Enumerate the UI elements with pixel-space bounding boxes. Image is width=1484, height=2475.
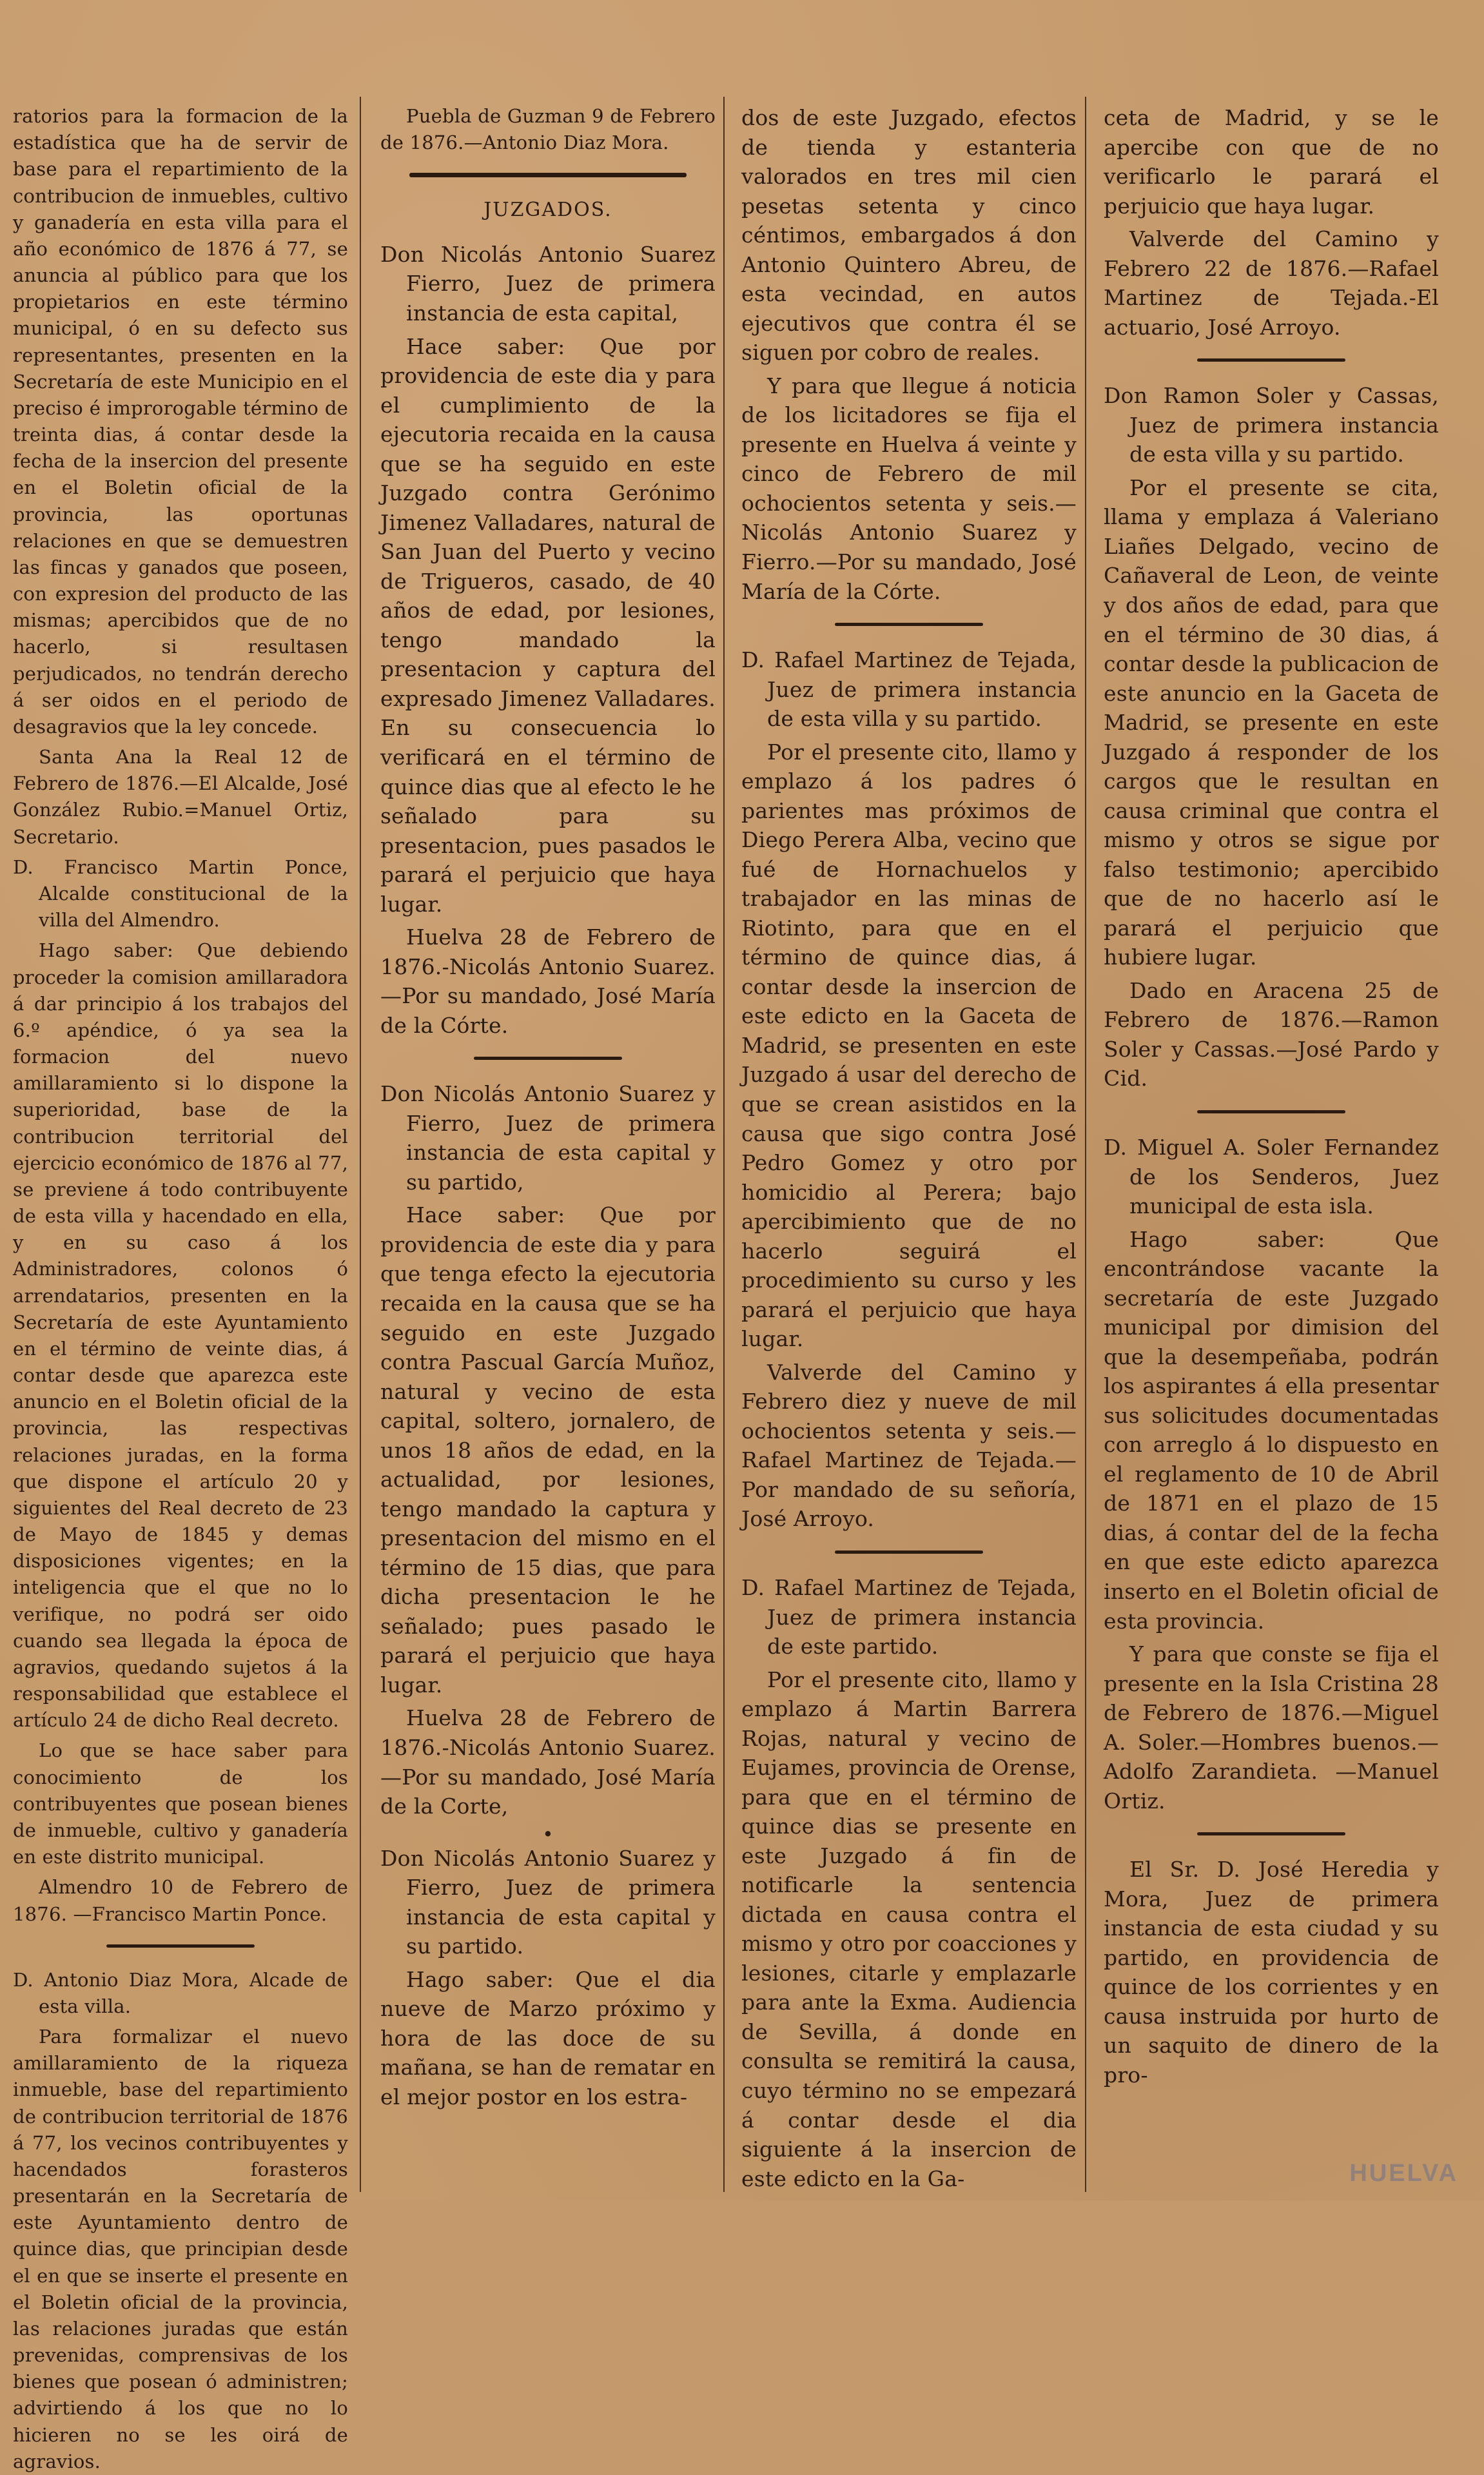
column-rule — [1085, 97, 1086, 2192]
notice-text: Y para que llegue á noticia de los licitadores se fija el presente en Huelva á veinte y cinco de Febrero de mil ochocientos setenta y seis.—Nicolás Antonio Suarez y Fierro.—Por su mandado, José María de la Córte. — [741, 373, 1077, 604]
notice-header: D. Rafael Martinez de Tejada, Juez de primera instancia de este partido. — [741, 1574, 1077, 1659]
notice-text: Lo que se hace saber para conocimiento de los contribuyentes que posean bienes de inmueble, cultivo y ganadería en este distrito municipal. — [13, 1739, 348, 1868]
notice-text: Hago saber: Que el dia nueve de Marzo próximo y hora de las doce de su mañana, se han de rematar en el mejor postor en los estra- — [380, 1966, 716, 2109]
column-rule — [360, 97, 361, 2192]
notice-header: D. Francisco Martin Ponce, Alcalde constitucional de la villa del Almendro. — [13, 856, 348, 932]
section-separator — [409, 173, 687, 177]
column-2 — [380, 103, 716, 2166]
notice-text: ceta de Madrid, y se le apercibe con que de no verificarlo le parará el perjuicio que haya lugar. — [1104, 105, 1439, 219]
notice-text: Hago saber: Que encontrándose vacante la secretaría de este Juzgado municipal por dimision del que la desempeñaba, podrán los aspirantes á ella presentar sus solicitudes documentadas con arreglo á lo dispuesto en el reglamento de 10 de Abril de 1871 en el plazo de 15 dias, á contar del de la fecha en que este edicto aparezca inserto en el Boletin oficial de esta provincia. — [1104, 1226, 1439, 1634]
notice-header: D. Miguel A. Soler Fernandez de los Senderos, Juez municipal de esta isla. — [1104, 1135, 1439, 1219]
notice-signature: Puebla de Guzman 9 de Febrero de 1876.—Antonio Diaz Mora. — [380, 105, 716, 154]
notice-header: Don Nicolás Antonio Suarez Fierro, Juez de primera instancia de esta capital, — [380, 241, 716, 326]
notice-signature: Dado en Aracena 25 de Febrero de 1876.—Ramon Soler y Cassas.—José Pardo y Cid. — [1104, 977, 1439, 1091]
column-4 — [1104, 103, 1439, 2166]
separator — [474, 1057, 622, 1060]
separator — [835, 1551, 983, 1554]
notice-signature: Y para que conste se fija el presente en la Isla Cristina 28 de Febrero de 1876.—Miguel A. Soler.—Hombres buenos.—Adolfo Zarandieta. —Manuel Ortiz. — [1104, 1641, 1439, 1814]
notice-header: Don Ramon Soler y Cassas, Juez de primera instancia de esta villa y su partido. — [1104, 383, 1439, 467]
ornament-dot: • — [542, 1823, 554, 1845]
notice-signature: Santa Ana la Real 12 de Febrero de 1876.—El Alcalde, José González Rubio.=Manuel Ortiz, Secretario. — [13, 746, 348, 848]
notice-header: Don Nicolás Antonio Suarez y Fierro, Juez de primera instancia de esta capital y su partido. — [380, 1845, 716, 1959]
column-3 — [741, 103, 1077, 2191]
notice-header: Don Nicolás Antonio Suarez y Fierro, Juez de primera instancia de esta capital y su partido, — [380, 1081, 716, 1195]
notice-signature: Huelva 28 de Febrero de 1876.-Nicolás Antonio Suarez.—Por su mandado, José María de la Córte. — [380, 924, 716, 1038]
notice-header: D. Rafael Martinez de Tejada, Juez de primera instancia de esta villa y su partido. — [741, 647, 1077, 732]
notice-text: Hago saber: Que debiendo proceder la comision amillaradora á dar principio á los trabajos del 6.º apéndice, ó ya sea la formacion del nuevo amillaramiento si lo dispone la superioridad, base de la contribucion territorial del ejercicio económico de 1876 al 77, se previene á todo contribuyente de esta villa y hacendado en ella, y en su caso á los Administradores, colonos ó arrendatarios, presenten en la Secretaría de este Ayuntamiento en el término de veinte dias, á contar desde que aparezca este anuncio en el Boletin oficial de la provincia, las respectivas relaciones juradas, en la forma que dispone el artículo 20 y siguientes del Real decreto de 23 de Mayo de 1845 y demas disposiciones vigentes; en la inteligencia que el que no lo verifique, no podrá ser oido cuando sea llegada la época de agravios, quedando sujetos á la responsabilidad que establece el artículo 24 de dicho Real decreto. — [13, 939, 348, 1732]
notice-text: Hace saber: Que por providencia de este dia y para el cumplimiento de la ejecutoria recaida en la causa que se ha seguido en este Juzgado contra Gerónimo Jimenez Valladares, natural de San Juan del Puerto y vecino de Trigueros, casado, de 40 años de edad, por lesiones, tengo mandado la presentacion y captura del expresado Jimenez Valladares. En su consecuencia lo verificará en el término de quince dias que al efecto le he señalado para su presentacion, pues pasados le parará el perjuicio que haya lugar. — [380, 333, 716, 917]
column-1 — [13, 103, 348, 2472]
separator — [1197, 1832, 1345, 1835]
notice-text: Por el presente cito, llamo y emplazo á los padres ó parientes mas próximos de Diego Perera Alba, vecino que fué de Hornachuelos y trabajador en las minas de Riotinto, para que en el término de quince dias, á contar desde la insercion de este edicto en la Gaceta de Madrid, se presenten en este Juzgado á usar del derecho de que se crean asistidos en la causa que sigo contra José Pedro Gomez y otro por homicidio al Perera; bajo apercibimiento que de no hacerlo seguirá el procedimiento su curso y les parará el perjuicio que haya lugar. — [741, 739, 1077, 1352]
separator — [1197, 358, 1345, 362]
notice-text: El Sr. D. José Heredia y Mora, Juez de primera instancia de esta ciudad y su partido, en providencia de quince de los corrientes y en causa instruida por hurto de un saquito de dinero de la pro- — [1104, 1857, 1439, 2088]
separator — [1197, 1110, 1345, 1113]
notice-signature: Valverde del Camino y Febrero diez y nueve de mil ochocientos setenta y seis.—Rafael Martinez de Tejada.—Por mandado de su señoría, José Arroyo. — [741, 1359, 1077, 1532]
notice-text: Hace saber: Que por providencia de este dia y para que tenga efecto la ejecutoria recaida en la causa que se ha seguido en este Juzgado contra Pascual García Muñoz, natural y vecino de esta capital, soltero, jornalero, de unos 18 años de edad, en la actualidad, por lesiones, tengo mandado la captura y presentacion del mismo en el término de 15 dias, que para dicha presentacion le he señalado; pues pasado le parará el perjuicio que haya lugar. — [380, 1202, 716, 1697]
archive-watermark: HUELVA — [1349, 2160, 1458, 2187]
notice-header: D. Antonio Diaz Mora, Alcade de esta villa. — [13, 1968, 348, 2017]
notice-signature: Almendro 10 de Febrero de 1876. —Francisco Martin Ponce. — [13, 1876, 348, 1925]
notice-text: Por el presente se cita, llama y emplaza á Valeriano Liañes Delgado, vecino de Cañaveral de Leon, de veinte y dos años de edad, para que en el término de 30 dias, á contar desde la publicacion de este anuncio en la Gaceta de Madrid, se presente en este Juzgado á responder de los cargos que le resultan en causa criminal que contra el mismo y otros se sigue por falso testimonio; apercibido que de no hacerlo así le parará el perjuicio que hubiere lugar. — [1104, 474, 1439, 970]
column-rule — [723, 97, 725, 2192]
notice-text: Por el presente cito, llamo y emplazo á Martin Barrera Rojas, natural y vecino de Eujames, provincia de Orense, para que en el término de quince dias se presente en este Juzgado á fin de notificarle la sentencia dictada en causa contra el mismo y otro por coacciones y lesiones, citarle y emplazarle para ante la Exma. Audiencia de Sevilla, á donde en consulta se remitirá la causa, cuyo término no se empezará á contar desde el dia siguiente á la insercion de este edicto en la Ga- — [741, 1667, 1077, 2191]
notice-text: Para formalizar el nuevo amillaramiento de la riqueza inmueble, base del repartimiento de contribucion territorial de 1876 á 77, los vecinos contribuyentes y hacendados forasteros presentarán en la Secretaría de este Ayuntamiento dentro de quince dias, que principian desde el en que se inserte el presente en el Boletin oficial de la provincia, las relaciones juradas que están prevenidas, comprensivas de los bienes que posean ó administren; advirtiendo á los que no lo hicieren no se les oirá de agravios. — [13, 2026, 348, 2472]
section-heading: JUZGADOS. — [483, 199, 612, 222]
separator — [106, 1944, 255, 1948]
notice-text: ratorios para la formacion de la estadística que ha de servir de base para el repartimiento de la contribucion de inmuebles, cultivo y ganadería en esta villa para el año económico de 1876 á 77, se anuncia al público para que los propietarios en este término municipal, ó en su defecto sus representantes, presenten en la Secretaría de este Municipio en el preciso é improrogable término de treinta dias, á contar desde la fecha de la insercion del presente en el Boletin oficial de la provincia, las oportunas relaciones en que se demuestren las fincas y ganados que poseen, con expresion del producto de las mismas; apercibidos que de no hacerlo, si resultasen perjudicados, no tendrán derecho á ser oidos en el periodo de desagravios que la ley concede. — [13, 105, 348, 738]
separator — [835, 623, 983, 626]
notice-text: dos de este Juzgado, efectos de tienda y estanteria valorados en tres mil cien pesetas setenta y cinco céntimos, embargados á don Antonio Quintero Abreu, de esta vecindad, en autos ejecutivos que contra él se siguen por cobro de reales. — [741, 105, 1077, 366]
notice-signature: Huelva 28 de Febrero de 1876.-Nicolás Antonio Suarez.—Por su mandado, José María de la Corte, — [380, 1705, 716, 1819]
notice-signature: Valverde del Camino y Febrero 22 de 1876.—Rafael Martinez de Tejada.-El actuario, José Arroyo. — [1104, 226, 1439, 340]
